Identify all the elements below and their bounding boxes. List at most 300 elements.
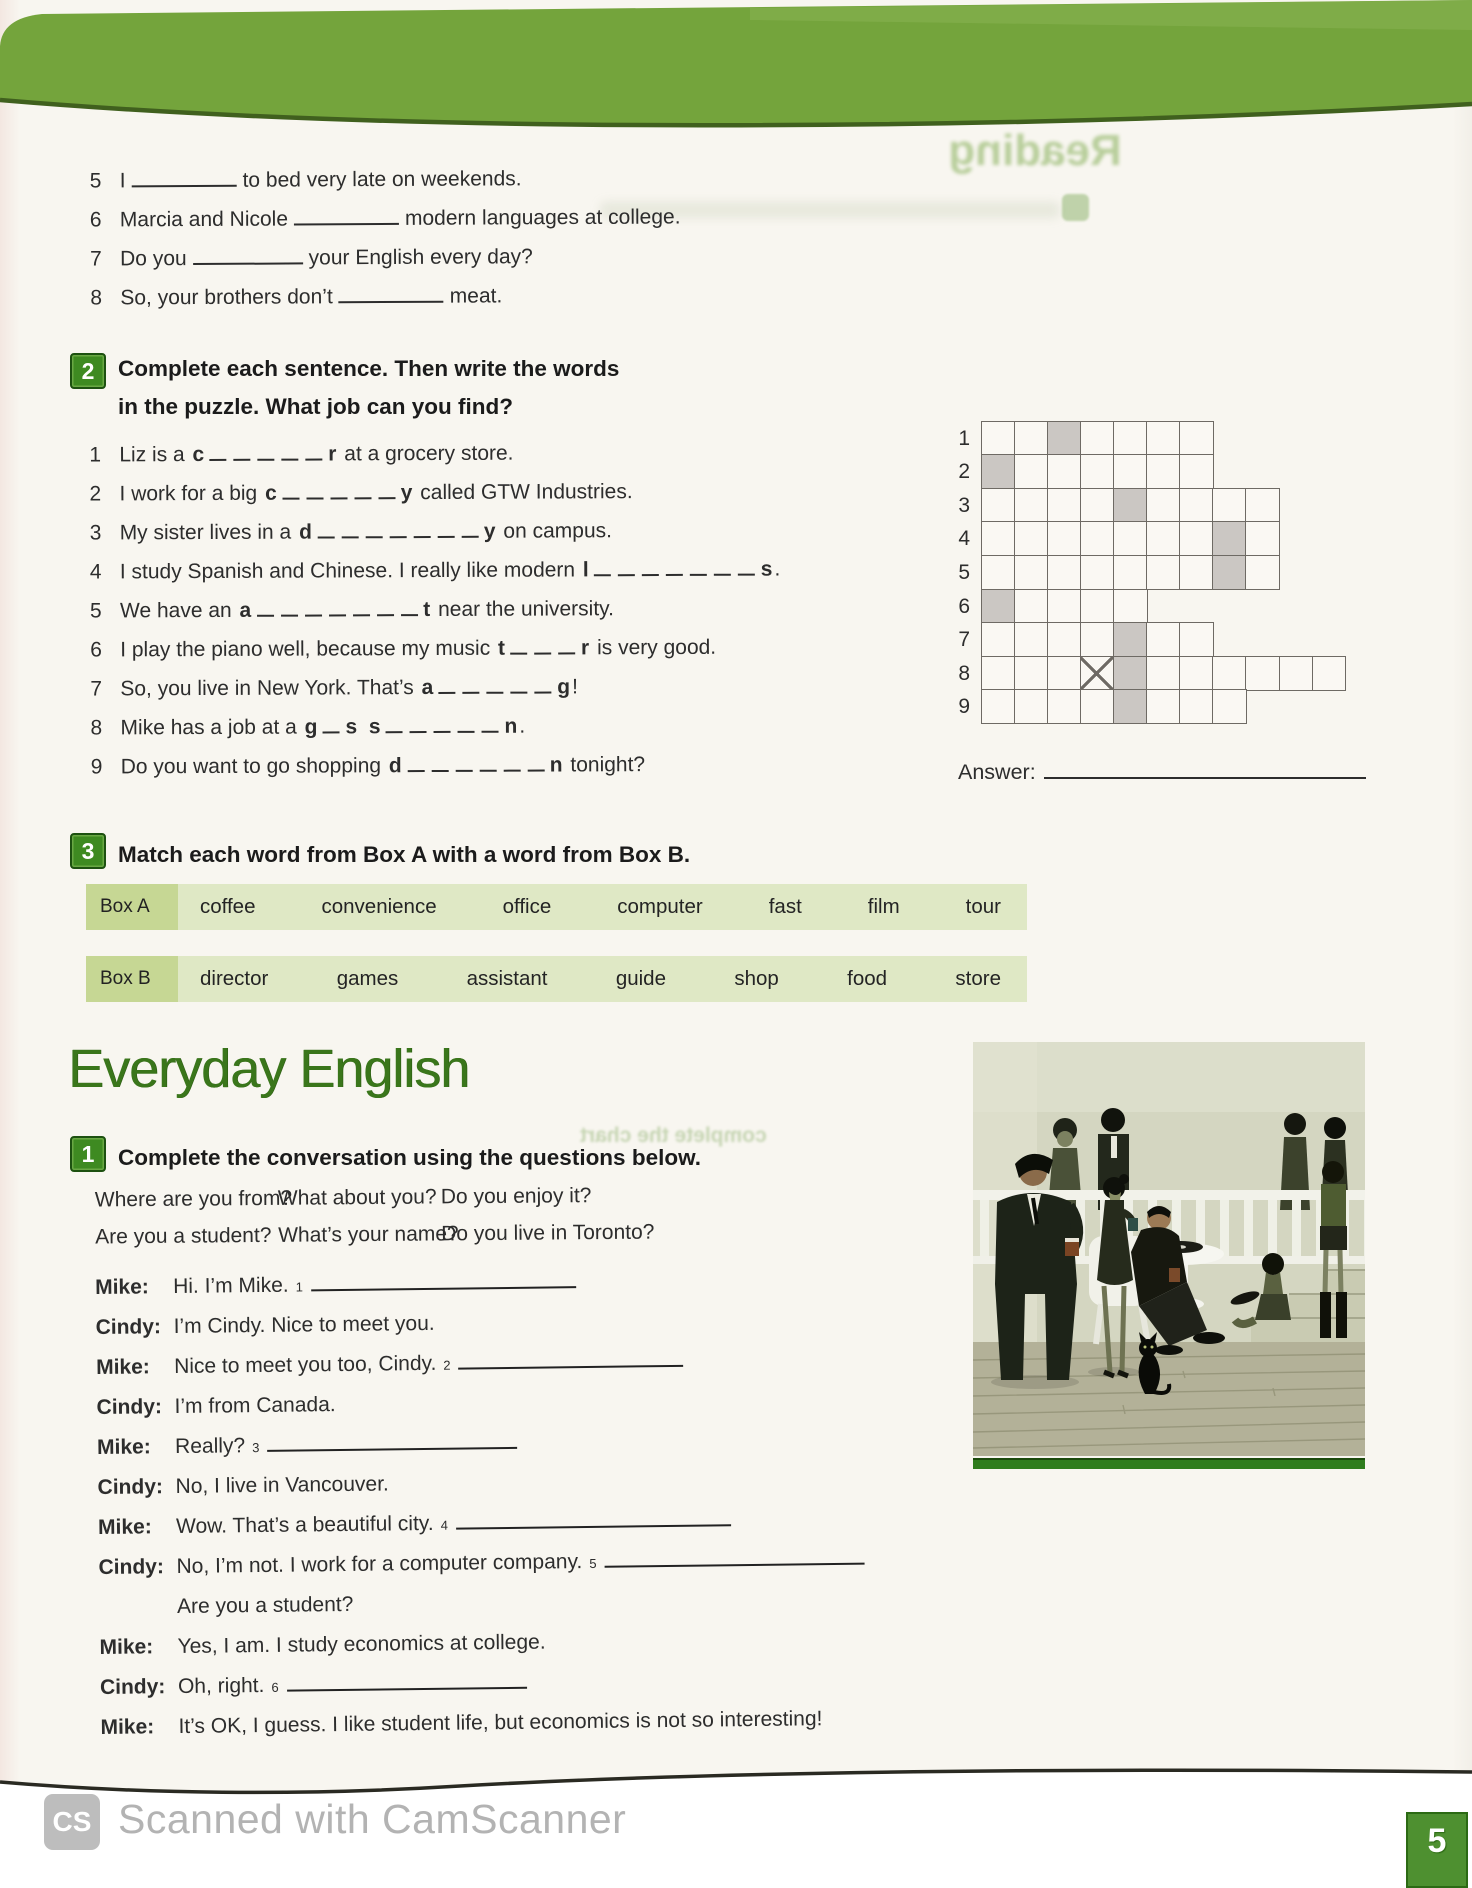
box-b-bar <box>86 956 1027 1002</box>
puzzle-cell <box>1279 656 1314 691</box>
answer-dash <box>330 484 347 499</box>
answer-blank <box>131 172 236 188</box>
answer-dash <box>618 561 635 576</box>
dialogue-blank <box>287 1676 527 1692</box>
puzzle-row <box>938 421 1346 456</box>
answer-dash <box>510 640 527 655</box>
answer-dash <box>306 484 323 499</box>
item-number: 8 <box>90 286 103 310</box>
speaker-label: Cindy: <box>98 1555 165 1579</box>
puzzle-cell <box>981 589 1016 624</box>
puzzle-cell <box>1080 421 1115 456</box>
puzzle-cell <box>1146 689 1181 724</box>
dialogue-text: No, I live in Vancouver. <box>175 1472 389 1499</box>
answer-dash <box>439 679 456 694</box>
dialogue-text: It’s OK, I guess. I like student life, but economics is not so interesting! <box>178 1707 823 1739</box>
text-segment: I <box>119 169 126 193</box>
puzzle-row-number: 3 <box>958 493 970 517</box>
text-segment: Liz is a <box>119 443 191 467</box>
green-header-band <box>0 0 1472 140</box>
dialogue-text: Yes, I am. I study economics at college. <box>177 1630 546 1659</box>
speaker-label: Cindy: <box>95 1315 162 1339</box>
answer-dash <box>534 639 551 654</box>
puzzle-cell <box>1312 656 1347 691</box>
answer-dash <box>234 446 251 461</box>
question-option: What’s your name? <box>278 1222 459 1247</box>
item-text <box>120 589 614 630</box>
text-segment: Do you want to go shopping <box>120 754 387 779</box>
item-text <box>120 549 781 591</box>
puzzle-row <box>938 622 1346 657</box>
puzzle-cell <box>1047 622 1082 657</box>
text-segment: . <box>774 557 781 581</box>
text-segment: I work for a big <box>119 481 264 506</box>
dialogue-text: No, I’m not. I work for a computer company. <box>176 1550 583 1579</box>
item-text <box>121 745 646 786</box>
text-segment: Marcia and Nicole <box>119 207 289 232</box>
answer-dash <box>378 484 395 499</box>
question-bank <box>95 1184 655 1250</box>
dialogue-blank <box>458 1354 683 1370</box>
answer-blank <box>339 288 444 304</box>
crossword-puzzle-grid <box>938 422 1346 724</box>
puzzle-row <box>938 656 1346 691</box>
puzzle-row-number: 7 <box>958 628 970 652</box>
box-word: games <box>336 967 399 990</box>
puzzle-row-number: 6 <box>958 594 970 618</box>
box-word: director <box>200 967 269 990</box>
answer-dash <box>479 757 496 772</box>
puzzle-cell <box>1179 555 1214 590</box>
blank-number: 2 <box>443 1357 451 1373</box>
answer-label: Answer: <box>958 760 1036 784</box>
puzzle-cell <box>1047 689 1082 724</box>
puzzle-row-number: 5 <box>958 561 970 585</box>
answer-dash <box>461 523 478 538</box>
puzzle-cell <box>1080 488 1115 523</box>
bold-letter: a <box>239 598 252 622</box>
item-text <box>120 707 525 748</box>
answer-blank <box>294 210 399 226</box>
speaker-label: Mike: <box>97 1515 152 1539</box>
camscanner-watermark: Scanned with CamScanner <box>118 1796 627 1842</box>
text-segment: near the university. <box>432 597 614 622</box>
box-word: assistant <box>466 967 548 990</box>
dialogue-text: Are you a student? <box>176 1592 354 1619</box>
item-number: 7 <box>90 247 102 271</box>
text-segment: called GTW Industries. <box>414 480 633 505</box>
puzzle-cell <box>1080 622 1115 657</box>
answer-dash <box>389 523 406 538</box>
puzzle-cell <box>1080 555 1115 590</box>
box-word: guide <box>615 967 666 990</box>
item-text <box>120 237 533 278</box>
box-word: fast <box>768 895 802 918</box>
puzzle-cell <box>981 656 1016 691</box>
exercise1-title: Complete the conversation using the questions below. <box>118 1145 701 1170</box>
exercise2-title-line1: Complete each sentence. Then write the words <box>118 356 620 381</box>
answer-dash <box>386 718 403 733</box>
exercise2-title <box>118 350 738 426</box>
puzzle-cell <box>1014 454 1049 489</box>
exercise-item <box>91 744 782 786</box>
answer-dash <box>455 757 472 772</box>
question-option: What about you? <box>277 1185 437 1210</box>
item-text <box>119 472 632 513</box>
box-b-words <box>178 967 1027 991</box>
answer-dash <box>738 561 755 576</box>
dialogue-blank <box>267 1436 517 1452</box>
question-option: Where are you from? <box>94 1186 293 1212</box>
speaker-label: Mike: <box>100 1715 155 1739</box>
box-word: office <box>502 895 552 918</box>
bold-letter: l <box>582 558 589 582</box>
bold-letter: g <box>304 715 318 739</box>
answer-dash <box>431 757 448 772</box>
exercise2-title-line2: in the puzzle. What job can you find? <box>118 394 513 419</box>
text-segment: at a grocery store. <box>338 441 514 466</box>
puzzle-cell <box>1212 656 1247 691</box>
bold-letter: y <box>400 481 413 505</box>
ghost-chart-note-bleed: complete the chart <box>580 1124 767 1147</box>
exercise-item <box>89 471 780 513</box>
item-number: 2 <box>89 482 102 506</box>
puzzle-cell <box>1179 521 1214 556</box>
speaker-label: Mike: <box>99 1635 154 1659</box>
speaker-label: Mike: <box>95 1355 150 1379</box>
dialogue-text: Nice to meet you too, Cindy. <box>173 1351 437 1379</box>
puzzle-cell <box>1014 521 1049 556</box>
item-number: 8 <box>90 716 103 740</box>
blank-number: 1 <box>295 1279 303 1295</box>
item-text <box>120 511 612 552</box>
speaker-label: Cindy: <box>97 1475 164 1499</box>
puzzle-cell <box>1047 555 1082 590</box>
item-number: 3 <box>89 521 102 545</box>
exercise2-item-list <box>89 432 781 786</box>
box-b-label: Box B <box>86 956 178 1002</box>
camscanner-logo: CS <box>44 1794 100 1850</box>
exercise3-number-badge: 3 <box>70 833 106 869</box>
answer-dash <box>407 757 424 772</box>
answer-dash <box>434 718 451 733</box>
exercise-item <box>90 666 781 708</box>
text-segment: My sister lives in a <box>119 520 298 545</box>
item-number: 9 <box>90 755 103 779</box>
answer-dash <box>353 601 370 616</box>
speaker-label: Cindy: <box>96 1395 163 1419</box>
blank-number: 6 <box>271 1679 279 1695</box>
text-segment: We have an <box>119 598 238 623</box>
text-segment: tonight? <box>564 753 646 777</box>
item-number: 6 <box>89 208 102 232</box>
exercise-item <box>90 158 681 200</box>
bold-letter: g <box>557 675 571 699</box>
box-a-words <box>178 895 1027 919</box>
exercise-item <box>90 588 781 630</box>
puzzle-cell <box>1047 521 1082 556</box>
dialogue-text: Oh, right. <box>177 1673 265 1699</box>
text-segment: So, your brothers don’t <box>120 285 333 310</box>
answer-dash <box>282 446 299 461</box>
puzzle-cell <box>1113 656 1148 691</box>
text-segment: Mike has a job at a <box>120 715 303 740</box>
puzzle-cell <box>1146 421 1181 456</box>
puzzle-cell <box>1212 555 1247 590</box>
warmup-item-list <box>90 158 681 317</box>
dialogue-text: Really? <box>174 1434 246 1459</box>
puzzle-cell <box>1113 555 1148 590</box>
text-segment: to bed very late on weekends. <box>242 167 522 192</box>
illustration-green-bar <box>973 1458 1365 1469</box>
item-text <box>120 628 716 670</box>
puzzle-cell <box>981 421 1016 456</box>
answer-dash <box>642 561 659 576</box>
item-text <box>120 159 522 200</box>
text-segment: modern languages at college. <box>404 205 681 230</box>
answer-blank <box>1044 764 1366 779</box>
box-a-bar <box>86 884 1027 930</box>
text-segment: . <box>519 714 526 738</box>
item-text <box>120 276 502 317</box>
exercise-item <box>90 705 781 747</box>
puzzle-cell <box>1245 656 1280 691</box>
puzzle-cell <box>1014 555 1049 590</box>
puzzle-cell <box>1146 555 1181 590</box>
answer-blank <box>193 249 303 265</box>
ghost-reading-bleed: Reading <box>948 126 1122 175</box>
puzzle-row <box>938 589 1346 624</box>
box-word: computer <box>617 895 703 918</box>
puzzle-cell <box>981 488 1016 523</box>
exercise3-title: Match each word from Box A with a word from Box B. <box>118 842 691 867</box>
item-number: 6 <box>90 638 102 662</box>
dialogue-text: I’m Cindy. Nice to meet you. <box>173 1311 435 1339</box>
dialogue-blank <box>604 1552 864 1568</box>
puzzle-cell <box>1179 454 1214 489</box>
text-segment: So, you live in New York. That’s <box>120 676 420 701</box>
answer-dash <box>258 446 275 461</box>
answer-dash <box>329 601 346 616</box>
answer-dash <box>354 484 371 499</box>
puzzle-cell <box>1179 689 1214 724</box>
speaker-label <box>99 1613 177 1614</box>
box-word: film <box>867 895 900 918</box>
puzzle-cell <box>1245 521 1280 556</box>
question-option: Do you live in Toronto? <box>441 1220 655 1246</box>
answer-dash <box>365 523 382 538</box>
puzzle-cell <box>981 521 1016 556</box>
puzzle-row <box>938 521 1346 556</box>
question-option: Are you a student? <box>95 1223 272 1249</box>
speaker-label: Mike: <box>96 1435 151 1459</box>
puzzle-row <box>938 689 1346 724</box>
dialogue-line <box>100 1707 866 1756</box>
puzzle-cell <box>1179 622 1214 657</box>
bold-letter: c <box>265 481 277 505</box>
box-word: coffee <box>200 895 256 918</box>
answer-dash <box>317 523 334 538</box>
answer-dash <box>594 561 611 576</box>
answer-dash <box>527 757 544 772</box>
answer-dash <box>323 718 340 733</box>
bold-letter: n <box>504 714 518 738</box>
box-word: store <box>955 967 1001 990</box>
puzzle-cell <box>1146 622 1181 657</box>
item-number: 5 <box>89 599 102 623</box>
puzzle-cell <box>1047 589 1082 624</box>
exercise-item <box>90 627 781 669</box>
puzzle-cell <box>1014 488 1049 523</box>
bold-letter: s <box>760 557 773 581</box>
puzzle-cell <box>1014 656 1049 691</box>
puzzle-cell <box>1146 454 1181 489</box>
ghost-smudge-square <box>1062 194 1089 221</box>
wood-floor <box>973 1342 1365 1456</box>
bold-letter: y <box>483 519 496 543</box>
exercise2-number-badge: 2 <box>70 353 106 389</box>
bold-letter: a <box>421 676 434 700</box>
puzzle-cell <box>1113 521 1148 556</box>
exercise-item <box>90 275 681 317</box>
answer-dash <box>558 639 575 654</box>
box-word: food <box>847 967 888 990</box>
puzzle-row <box>938 454 1346 489</box>
answer-dash <box>413 523 430 538</box>
puzzle-cell <box>1179 656 1214 691</box>
dialogue-text: I’m from Canada. <box>174 1393 336 1419</box>
puzzle-cell <box>1113 622 1148 657</box>
box-word: tour <box>965 895 1001 918</box>
puzzle-cell <box>1146 488 1181 523</box>
question-option: Do you enjoy it? <box>440 1184 592 1209</box>
puzzle-cell <box>1113 421 1148 456</box>
puzzle-cell <box>1047 656 1082 691</box>
puzzle-row <box>938 555 1346 590</box>
puzzle-cell <box>1014 589 1049 624</box>
exercise-item <box>89 432 780 474</box>
puzzle-cell <box>1014 622 1049 657</box>
puzzle-row-number: 2 <box>958 460 970 484</box>
puzzle-cell <box>1113 589 1148 624</box>
bold-letter: d <box>388 754 402 778</box>
puzzle-cell <box>1212 521 1247 556</box>
blank-number: 5 <box>589 1555 597 1571</box>
answer-dash <box>210 446 227 461</box>
exercise1-number-badge: 1 <box>70 1136 106 1172</box>
item-number: 1 <box>89 443 102 467</box>
puzzle-row-number: 1 <box>958 426 970 450</box>
puzzle-cell <box>1080 656 1115 691</box>
answer-dash <box>666 561 683 576</box>
exercise-item <box>90 549 781 591</box>
puzzle-cell <box>1047 454 1082 489</box>
item-number: 5 <box>89 169 102 193</box>
dialogue-blank <box>311 1275 576 1291</box>
answer-dash <box>306 445 323 460</box>
puzzle-cell <box>1014 421 1049 456</box>
text-segment: I study Spanish and Chinese. I really like modern <box>119 558 581 584</box>
answer-dash <box>482 718 499 733</box>
puzzle-cell <box>1113 454 1148 489</box>
puzzle-cell <box>1014 689 1049 724</box>
bold-letter: d <box>298 520 312 544</box>
puzzle-cell <box>1080 521 1115 556</box>
answer-dash <box>282 485 299 500</box>
puzzle-cell <box>1212 488 1247 523</box>
answer-dash <box>341 523 358 538</box>
bold-letter: t <box>497 636 506 660</box>
puzzle-answer-line <box>958 760 1372 785</box>
answer-dash <box>437 523 454 538</box>
bold-letter: r <box>328 442 337 466</box>
item-number: 7 <box>90 677 103 701</box>
dialogue-blank <box>456 1513 731 1529</box>
dialogue-text: Wow. That’s a beautiful city. <box>175 1511 434 1539</box>
text-segment: is very good. <box>591 635 717 660</box>
party-illustration <box>973 1042 1365 1456</box>
text-segment: ! <box>572 675 578 699</box>
text-segment: I play the piano well, because my music <box>120 636 497 662</box>
puzzle-cell <box>1080 454 1115 489</box>
puzzle-cell <box>1245 488 1280 523</box>
bold-letter: n <box>549 753 563 777</box>
bold-letter: s s <box>345 715 381 739</box>
box-word: shop <box>734 967 779 990</box>
speaker-label: Mike: <box>95 1275 149 1299</box>
puzzle-cell <box>1113 488 1148 523</box>
puzzle-cell <box>1146 656 1181 691</box>
bold-letter: r <box>580 636 590 660</box>
puzzle-cell <box>1047 421 1082 456</box>
item-number: 4 <box>89 560 102 584</box>
answer-dash <box>458 718 475 733</box>
puzzle-cell <box>1146 521 1181 556</box>
item-text <box>120 197 681 239</box>
exercise-item <box>90 510 781 552</box>
puzzle-row-number: 4 <box>958 527 970 551</box>
bold-letter: t <box>423 598 431 622</box>
exercise-item <box>90 236 681 278</box>
puzzle-cell <box>1113 689 1148 724</box>
puzzle-cell <box>1080 589 1115 624</box>
answer-dash <box>401 601 418 616</box>
answer-dash <box>410 718 427 733</box>
everyday-english-heading: Everyday English <box>68 1039 470 1099</box>
item-text <box>120 667 578 708</box>
puzzle-cell <box>981 454 1016 489</box>
puzzle-cell <box>1080 689 1115 724</box>
answer-dash <box>377 601 394 616</box>
answer-dash <box>281 602 298 617</box>
bold-letter: c <box>192 443 205 467</box>
puzzle-cell <box>981 555 1016 590</box>
answer-dash <box>503 757 520 772</box>
blank-number: 3 <box>252 1440 260 1456</box>
puzzle-row-number: 8 <box>958 661 970 685</box>
conversation-dialogue <box>95 1267 867 1756</box>
answer-dash <box>463 679 480 694</box>
puzzle-row-number: 9 <box>958 695 970 719</box>
blank-number: 4 <box>440 1517 448 1533</box>
answer-dash <box>535 678 552 693</box>
box-a-label: Box A <box>86 884 178 930</box>
puzzle-cell <box>1179 421 1214 456</box>
puzzle-row <box>938 488 1346 523</box>
answer-dash <box>690 561 707 576</box>
puzzle-cell <box>981 622 1016 657</box>
item-text <box>119 434 513 475</box>
